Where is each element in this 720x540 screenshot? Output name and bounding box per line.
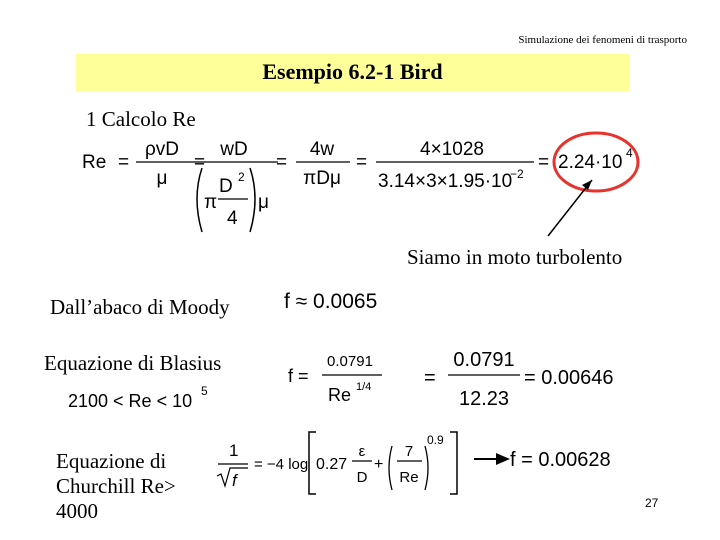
t2-den-pi: π	[204, 192, 218, 213]
blasius-range	[64, 380, 224, 414]
churchill-frac1-num: ε	[358, 443, 366, 460]
t4-num: 4×1028	[420, 139, 484, 160]
t2-den-mu: μ	[258, 192, 269, 213]
t2-den-4: 4	[227, 208, 238, 229]
slide-header: Simulazione dei fenomeni di trasporto	[518, 34, 687, 46]
churchill-label-line-1: Equazione di	[56, 449, 167, 473]
annotation-text: Siamo in moto turbolento	[407, 245, 623, 269]
eq-4: =	[356, 152, 368, 173]
blasius-label: Equazione di Blasius	[44, 351, 222, 375]
moody-formula: f ≈ 0.0065	[284, 290, 378, 313]
eq-1: =	[118, 152, 130, 173]
blasius-range-exp: 5	[201, 384, 208, 398]
blasius-eq-2: =	[424, 367, 436, 389]
t3-num: 4w	[309, 139, 335, 160]
t2-den-exp: 2	[238, 170, 245, 184]
blasius-f-lhs: f =	[288, 366, 309, 386]
page-number: 27	[645, 496, 659, 510]
churchill-result: f = 0.00628	[510, 449, 611, 471]
arrow-right-icon	[496, 453, 510, 465]
blasius-num-2: 0.0791	[453, 349, 515, 371]
t4-den: 3.14×3×1.95·10	[378, 171, 513, 192]
churchill-frac2-num: 7	[404, 443, 414, 460]
blasius-result: = 0.00646	[524, 367, 614, 389]
re-result-exp: 4	[626, 146, 633, 160]
eq-3: =	[276, 152, 288, 173]
churchill-lhs-den: f	[232, 471, 237, 490]
churchill-frac1-den: D	[356, 469, 368, 486]
churchill-label	[56, 449, 176, 524]
blasius-f-num: 0.0791	[327, 353, 373, 370]
t1-den: μ	[156, 168, 168, 189]
blasius-f-den-exp: 1/4	[356, 381, 372, 393]
t3-den: πDμ	[303, 168, 341, 189]
blasius-range-text: 2100 < Re < 10	[68, 391, 193, 411]
churchill-label-line-2: Churchill Re>	[56, 474, 176, 498]
blasius-f-den: Re	[328, 385, 352, 405]
step-1-label: 1 Calcolo Re	[86, 107, 196, 131]
t2-den-D: D	[219, 176, 233, 197]
highlight-annotation	[520, 120, 690, 260]
churchill-frac2-den: Re	[399, 469, 419, 486]
blasius-formula	[286, 344, 686, 414]
slide-title: Esempio 6.2-1 Bird	[262, 59, 443, 84]
re-lhs: Re	[82, 152, 107, 173]
t4-den-exp: −2	[510, 167, 524, 181]
churchill-label-line-3: 4000	[56, 499, 98, 523]
t1-num: ρvD	[144, 139, 180, 160]
blasius-den-2: 12.23	[458, 388, 510, 410]
churchill-a: 0.27	[316, 456, 348, 473]
churchill-exp: 0.9	[427, 433, 444, 447]
eq-5: =	[538, 152, 550, 173]
churchill-coef: = −4 log	[254, 456, 309, 473]
highlight-ellipse	[554, 133, 638, 191]
churchill-formula	[212, 428, 682, 500]
churchill-lhs-num: 1	[229, 441, 239, 460]
re-result: 2.24·10	[558, 152, 623, 173]
moody-label: Dall’abaco di Moody	[50, 295, 230, 319]
t2-num: wD	[220, 139, 248, 160]
churchill-plus: +	[374, 456, 384, 473]
eq-2: =	[194, 152, 206, 173]
